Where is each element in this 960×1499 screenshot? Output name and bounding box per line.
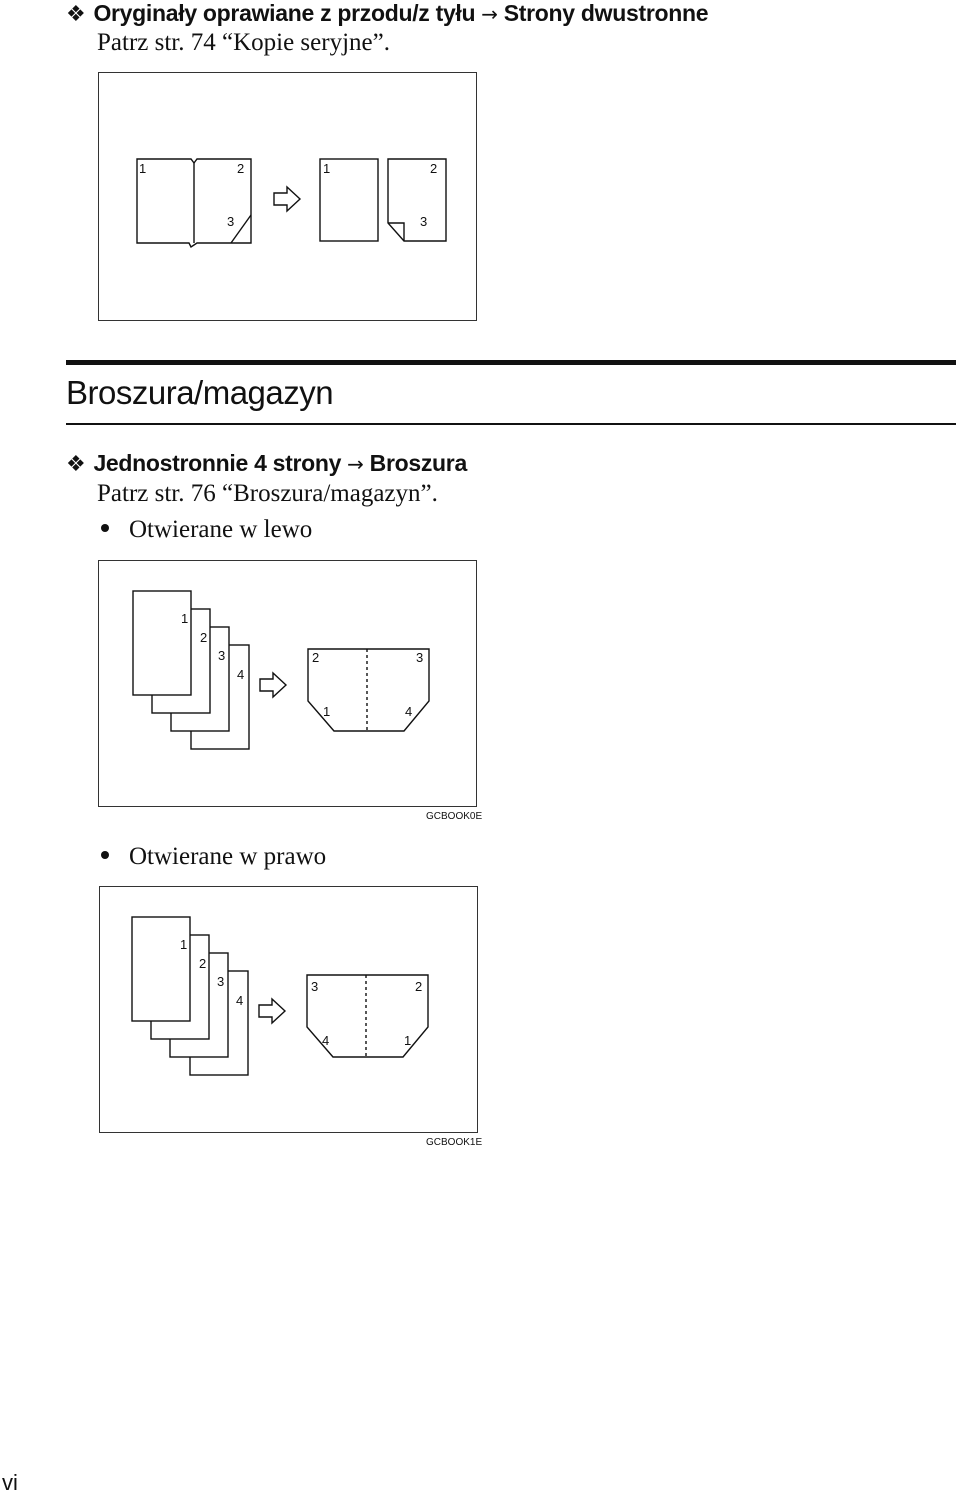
result-label-bottom-left: 4 bbox=[322, 1033, 330, 1048]
figure-booklet-open-left-drawing bbox=[99, 561, 475, 805]
figure-booklet-open-left bbox=[98, 560, 477, 807]
figure-booklet-open-right-drawing bbox=[100, 887, 476, 1131]
result-label-top-right: 2 bbox=[415, 979, 423, 994]
label-page-1: 1 bbox=[139, 161, 147, 176]
stack-label-3: 3 bbox=[217, 974, 225, 989]
stack-label-2: 2 bbox=[200, 630, 208, 645]
result-label-top-left: 3 bbox=[311, 979, 319, 994]
bullet-dot-icon bbox=[101, 524, 109, 532]
stack-label-4: 4 bbox=[237, 667, 245, 682]
result-label-top-right: 3 bbox=[416, 650, 424, 665]
result-label-bottom-left: 1 bbox=[323, 704, 331, 719]
stack-label-2: 2 bbox=[199, 956, 207, 971]
stack-sheet-1 bbox=[132, 917, 190, 1021]
label-out-3: 3 bbox=[420, 214, 428, 229]
title-rule-top bbox=[66, 360, 956, 365]
result-label-bottom-right: 4 bbox=[405, 704, 413, 719]
page-title: Broszura/magazyn bbox=[66, 374, 334, 411]
output-sheet-back bbox=[388, 159, 446, 241]
figure-bound-to-duplex bbox=[98, 72, 477, 321]
diamond-bullet-icon: ❖ bbox=[66, 2, 86, 27]
section-heading-bound-originals: ❖ Oryginały oprawiane z przodu/z tyłu → Strony dwustronne bbox=[66, 0, 709, 27]
bullet-open-right: Otwierane w prawo bbox=[101, 843, 326, 871]
figure-code: GCBOOK1E bbox=[426, 1137, 483, 1148]
section-heading-booklet: ❖ Jednostronnie 4 strony → Broszura bbox=[66, 450, 467, 477]
arrow-right-icon: → bbox=[347, 452, 364, 476]
result-label-bottom-right: 1 bbox=[404, 1033, 412, 1048]
stack-label-1: 1 bbox=[180, 937, 188, 952]
figure-booklet-open-right bbox=[99, 886, 478, 1133]
stack-label-1: 1 bbox=[181, 611, 189, 626]
stack-label-3: 3 bbox=[218, 648, 226, 663]
bullet-dot-icon bbox=[101, 851, 109, 859]
outline-arrow-icon bbox=[274, 187, 300, 211]
figure-bound-to-duplex-drawing bbox=[99, 73, 475, 319]
arrow-right-icon: → bbox=[481, 2, 498, 26]
diamond-bullet-icon: ❖ bbox=[66, 452, 86, 477]
label-out-2: 2 bbox=[430, 161, 438, 176]
label-page-2: 2 bbox=[237, 161, 245, 176]
title-rule-bottom bbox=[66, 423, 956, 425]
label-page-3: 3 bbox=[227, 214, 235, 229]
reference-link-booklet[interactable]: Patrz str. 76 “Broszura/magazyn”. bbox=[97, 480, 438, 507]
stack-label-4: 4 bbox=[236, 993, 244, 1008]
outline-arrow-icon bbox=[260, 673, 286, 697]
label-out-1: 1 bbox=[323, 161, 331, 176]
reference-link-serial-copies[interactable]: Patrz str. 74 “Kopie seryjne”. bbox=[97, 29, 390, 56]
stack-sheet-1 bbox=[133, 591, 191, 695]
page-number: vi bbox=[2, 1470, 18, 1495]
outline-arrow-icon bbox=[259, 999, 285, 1023]
bullet-open-left: Otwierane w lewo bbox=[101, 516, 312, 544]
figure-code: GCBOOK0E bbox=[426, 811, 483, 822]
result-label-top-left: 2 bbox=[312, 650, 320, 665]
